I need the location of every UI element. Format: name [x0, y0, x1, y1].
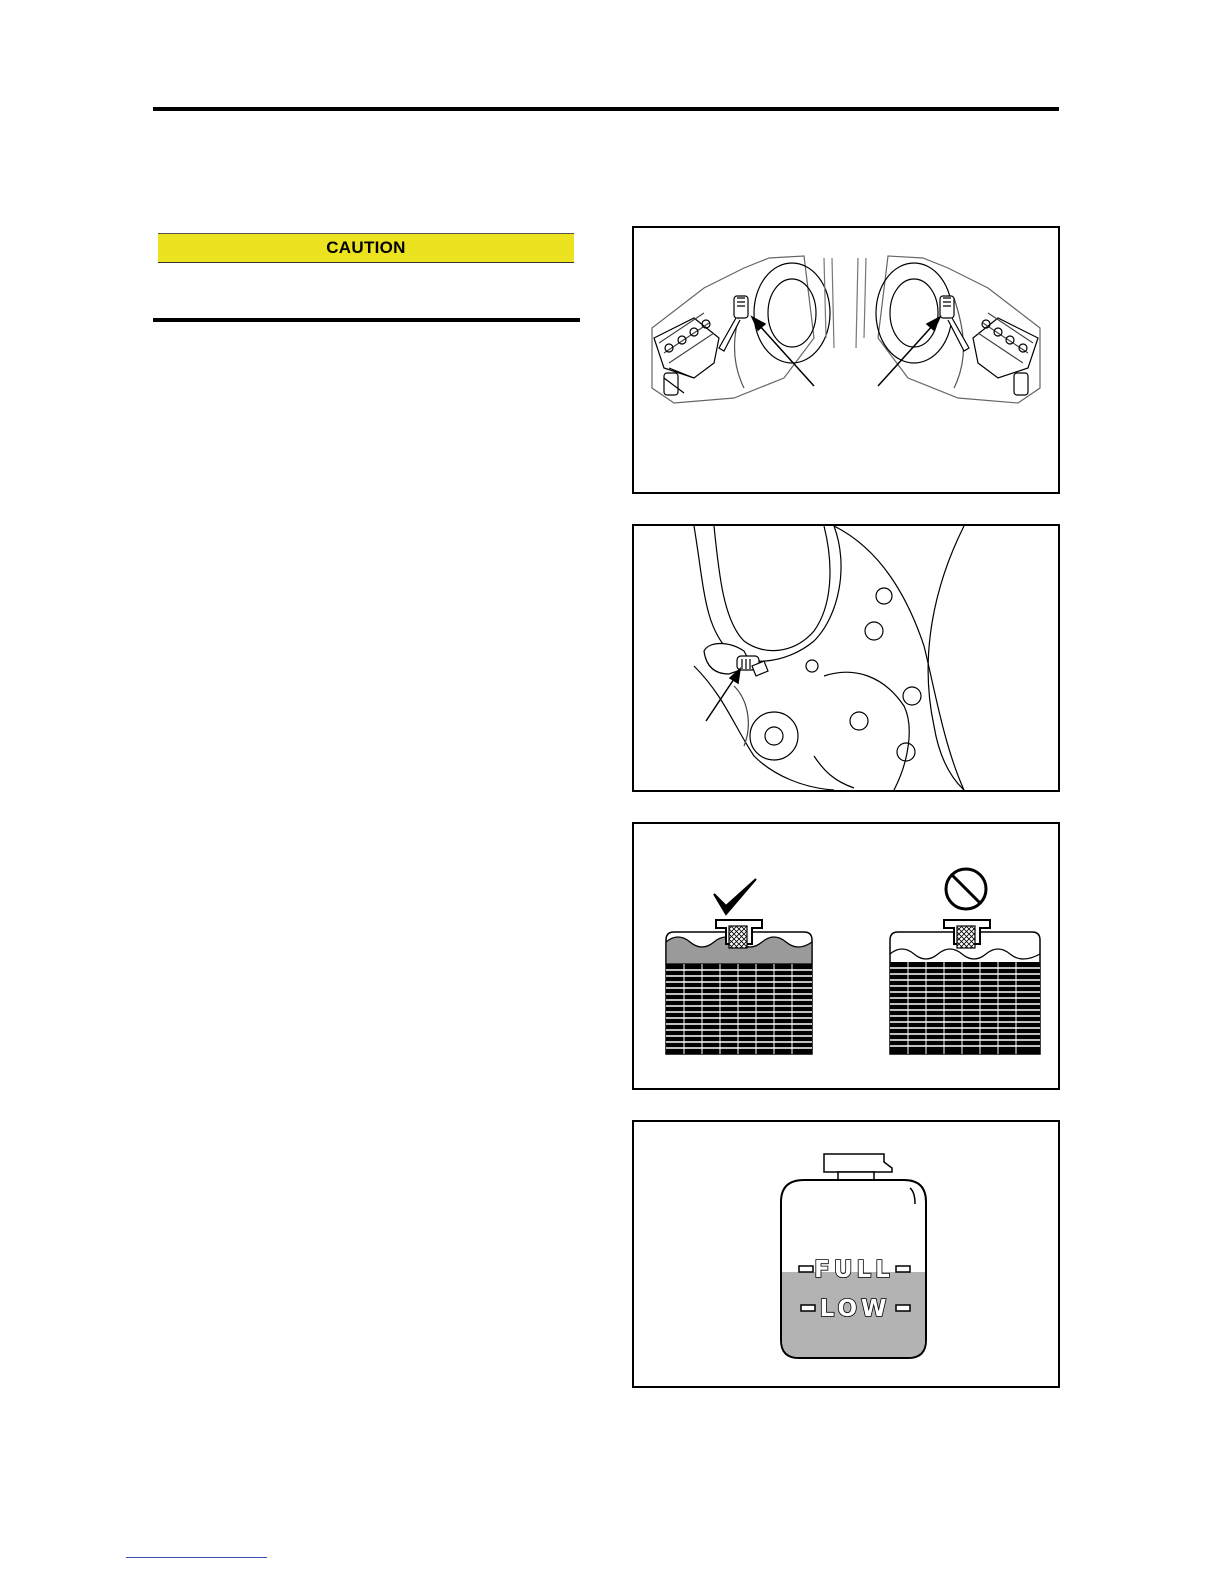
header-rule	[153, 107, 1059, 111]
figure-reserve-tank	[632, 1120, 1060, 1388]
tank-cap	[824, 1154, 892, 1172]
caution-end-rule	[153, 318, 580, 322]
radiator-correct	[666, 920, 812, 1054]
radiator-level-drawing	[634, 824, 1058, 1088]
drain-plugs-drawing	[634, 228, 1058, 492]
full-marker	[799, 1257, 910, 1283]
caution-label: CAUTION	[326, 238, 406, 257]
check-icon	[714, 879, 756, 914]
reserve-tank-drawing	[634, 1122, 1058, 1386]
low-label: LOW	[819, 1296, 891, 1322]
prohibited-icon	[946, 869, 986, 909]
figure-block-drain	[632, 524, 1060, 792]
footer-rule	[126, 1557, 267, 1558]
block-drain-drawing	[634, 526, 1058, 790]
radiator-incorrect	[890, 920, 1040, 1054]
figure-radiator-level	[632, 822, 1060, 1090]
caution-banner	[158, 233, 574, 263]
full-label: FULL	[814, 1257, 894, 1283]
figure-drain-plugs	[632, 226, 1060, 494]
